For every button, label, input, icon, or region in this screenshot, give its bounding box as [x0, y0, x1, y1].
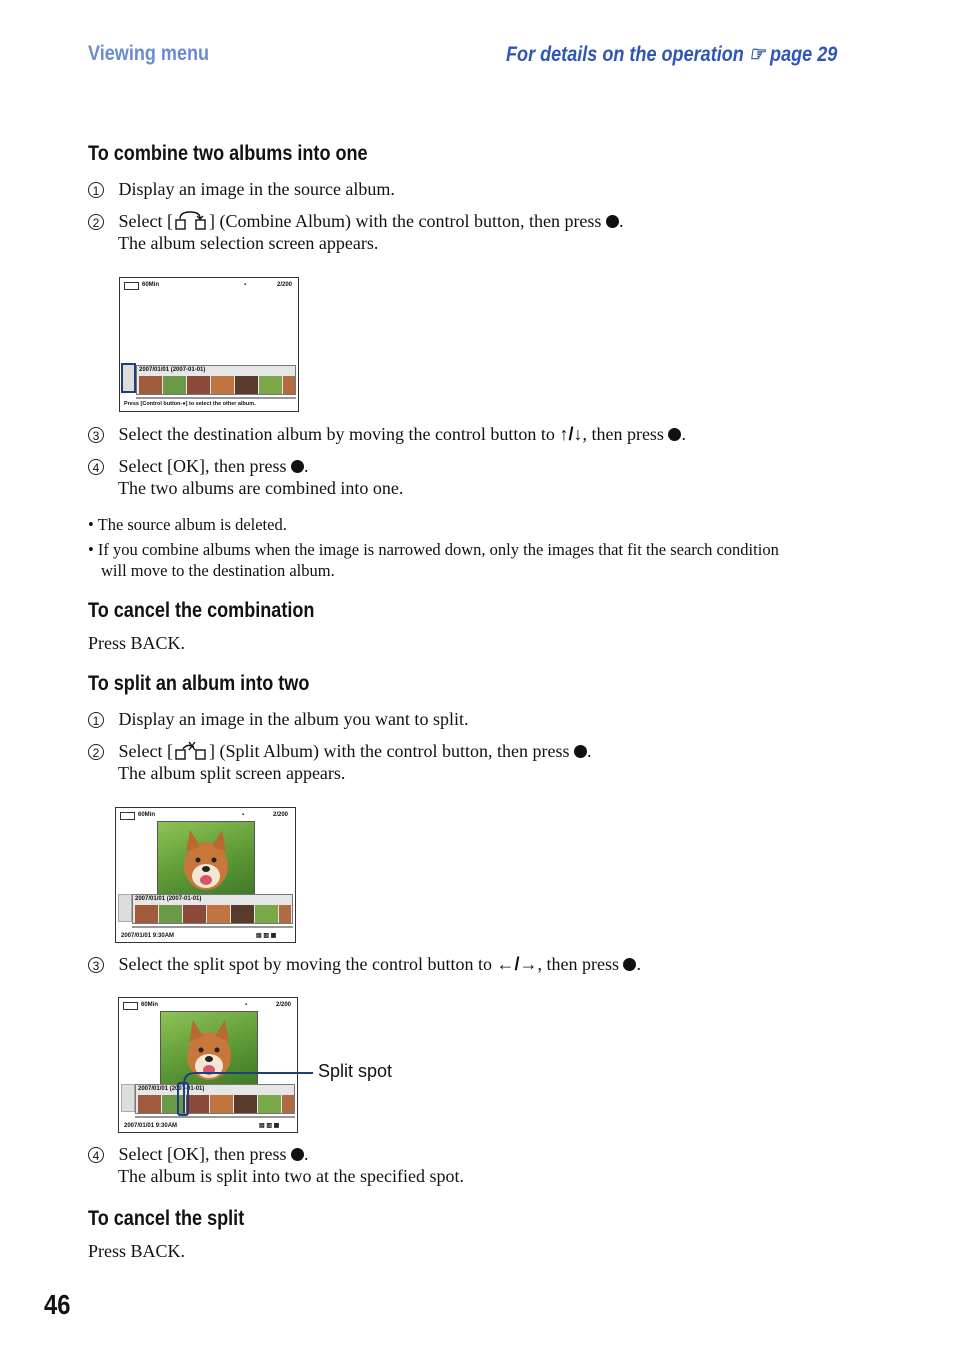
album-selector[interactable] — [121, 363, 136, 393]
thumbnail — [139, 376, 162, 394]
combine-step-2: 2 Select [ ] (Combine Album) with the control button, then press . — [88, 210, 623, 236]
step-number: 1 — [88, 712, 104, 728]
image-count: 2/200 — [277, 282, 293, 288]
details-page[interactable]: page 29 — [770, 43, 838, 66]
thumbnail — [207, 905, 230, 923]
details-reference — [506, 42, 837, 67]
protect-icon: ▪ — [242, 812, 245, 818]
combine-step-4: 4 Select [OK], then press . — [88, 455, 308, 477]
remaining-minutes: 60Min — [138, 812, 156, 818]
thumbnail — [279, 905, 291, 923]
section-header: Viewing menu — [88, 42, 210, 65]
battery-icon — [123, 1002, 138, 1010]
cancel-split-text: Press BACK. — [88, 1241, 186, 1261]
combine-title: To combine two albums into one — [88, 142, 368, 165]
thumbnail — [231, 905, 254, 923]
split-title: To split an album into two — [88, 672, 310, 695]
thumbnail — [187, 376, 210, 394]
step-text: ] (Combine Album) with the control button, then press — [208, 211, 602, 231]
date-time: 2007/01/01 9:30AM — [121, 933, 175, 939]
step-text: Display an image in the source album. — [118, 179, 395, 199]
thumbnail — [235, 376, 258, 394]
album-split-screen — [115, 807, 296, 943]
split-spot-label: Split spot — [318, 1061, 393, 1081]
center-button-icon — [623, 958, 636, 971]
thumbnail — [211, 376, 234, 394]
scroll-bar — [132, 926, 293, 928]
battery-icon — [120, 812, 135, 820]
album-strip — [136, 365, 296, 395]
remaining-minutes: 60Min — [142, 282, 160, 288]
step-number: 3 — [88, 957, 104, 973]
hand-pointer-icon: ☞ — [748, 43, 766, 66]
thumbnail — [259, 376, 282, 394]
album-scroll-arrows[interactable] — [121, 1084, 135, 1112]
step-text: Select the destination album by moving the control button to — [118, 424, 555, 444]
step-number: 3 — [88, 427, 104, 443]
split-step-2-note: The album split screen appears. — [118, 763, 346, 783]
combine-step-3: 3 Select the destination album by moving the control button to ↑/↓, then press . — [88, 423, 686, 445]
thumbnail — [135, 905, 158, 923]
step-text: Select [ — [118, 211, 173, 231]
up-down-arrow-icon: ↑/↓ — [559, 424, 583, 444]
status-icons: ▤ ▥ ▦ — [259, 1123, 280, 1129]
step-number: 2 — [88, 744, 104, 760]
remaining-minutes: 60Min — [141, 1002, 159, 1008]
album-scroll-arrows[interactable] — [118, 894, 132, 922]
album-strip — [132, 894, 293, 924]
step-text: Select [OK], then press — [118, 1144, 287, 1164]
combine-step-2-note: The album selection screen appears. — [118, 233, 379, 253]
bullet-item: • If you combine albums when the image is narrowed down, only the images that fit the search condition — [88, 540, 779, 559]
image-count: 2/200 — [273, 812, 289, 818]
details-text: For details on the operation — [506, 43, 744, 66]
album-date: 2007/01/01 (2007-01-01) — [135, 896, 202, 902]
step-text: Display an image in the album you want to split. — [118, 709, 469, 729]
bullet-text: The source album is deleted. — [97, 515, 287, 534]
thumbnail — [183, 905, 206, 923]
step-number: 1 — [88, 182, 104, 198]
bullet-continuation: will move to the destination album. — [101, 561, 335, 580]
step-text: ] (Split Album) with the control button, then press — [208, 741, 570, 761]
cancel-combination-text: Press BACK. — [88, 633, 186, 653]
page-number: 46 — [44, 1289, 71, 1320]
bullet-text: If you combine albums when the image is narrowed down, only the images that fit the search condition — [97, 540, 779, 559]
step-number: 2 — [88, 214, 104, 230]
combine-step-1 — [88, 178, 395, 200]
split-step-2: 2 Select [ ] (Split Album) with the control button, then press . — [88, 740, 591, 766]
step-text: Select the split spot by moving the control button to — [118, 954, 492, 974]
battery-icon — [124, 282, 139, 290]
thumbnail — [138, 1095, 161, 1113]
album-selection-screen — [119, 277, 299, 412]
cancel-split-title: To cancel the split — [88, 1207, 245, 1230]
split-step-1 — [88, 708, 468, 730]
bullet-item: • The source album is deleted. — [88, 515, 287, 534]
dog-photo — [157, 821, 255, 895]
left-right-arrow-icon: ←/→ — [496, 954, 538, 974]
scroll-bar — [136, 397, 296, 399]
step-text: Select [ — [118, 741, 173, 761]
album-date: 2007/01/01 (2007-01-01) — [139, 367, 206, 373]
thumbnail — [163, 376, 186, 394]
split-spot-callout-line — [170, 1068, 315, 1118]
album-date: 2007/01/01 (2007-01-01) — [138, 1086, 205, 1092]
step-text: , then press — [537, 954, 619, 974]
protect-icon: ▪ — [244, 282, 247, 288]
center-button-icon — [668, 428, 681, 441]
step-number: 4 — [88, 1147, 104, 1163]
image-count: 2/200 — [276, 1002, 292, 1008]
center-button-icon — [574, 745, 587, 758]
split-step-3: 3 Select the split spot by moving the control button to ←/→, then press . — [88, 953, 641, 975]
center-button-icon — [291, 460, 304, 473]
thumbnail — [255, 905, 278, 923]
step-text: Select [OK], then press — [118, 456, 287, 476]
protect-icon: ▪ — [245, 1002, 248, 1008]
status-icons: ▤ ▥ ▦ — [256, 933, 277, 939]
instruction-text: Press [Control button-●] to select the other album. — [124, 401, 256, 407]
split-step-4: 4 Select [OK], then press . — [88, 1143, 308, 1165]
thumbnail — [159, 905, 182, 923]
date-time: 2007/01/01 9:30AM — [124, 1123, 178, 1129]
step-text: , then press — [582, 424, 664, 444]
step-number: 4 — [88, 459, 104, 475]
combine-step-4-note: The two albums are combined into one. — [118, 478, 404, 498]
center-button-icon — [291, 1148, 304, 1161]
split-step-4-note: The album is split into two at the specified spot. — [118, 1166, 464, 1186]
thumbnail — [283, 376, 295, 394]
cancel-combination-title: To cancel the combination — [88, 599, 315, 622]
center-button-icon — [606, 215, 619, 228]
